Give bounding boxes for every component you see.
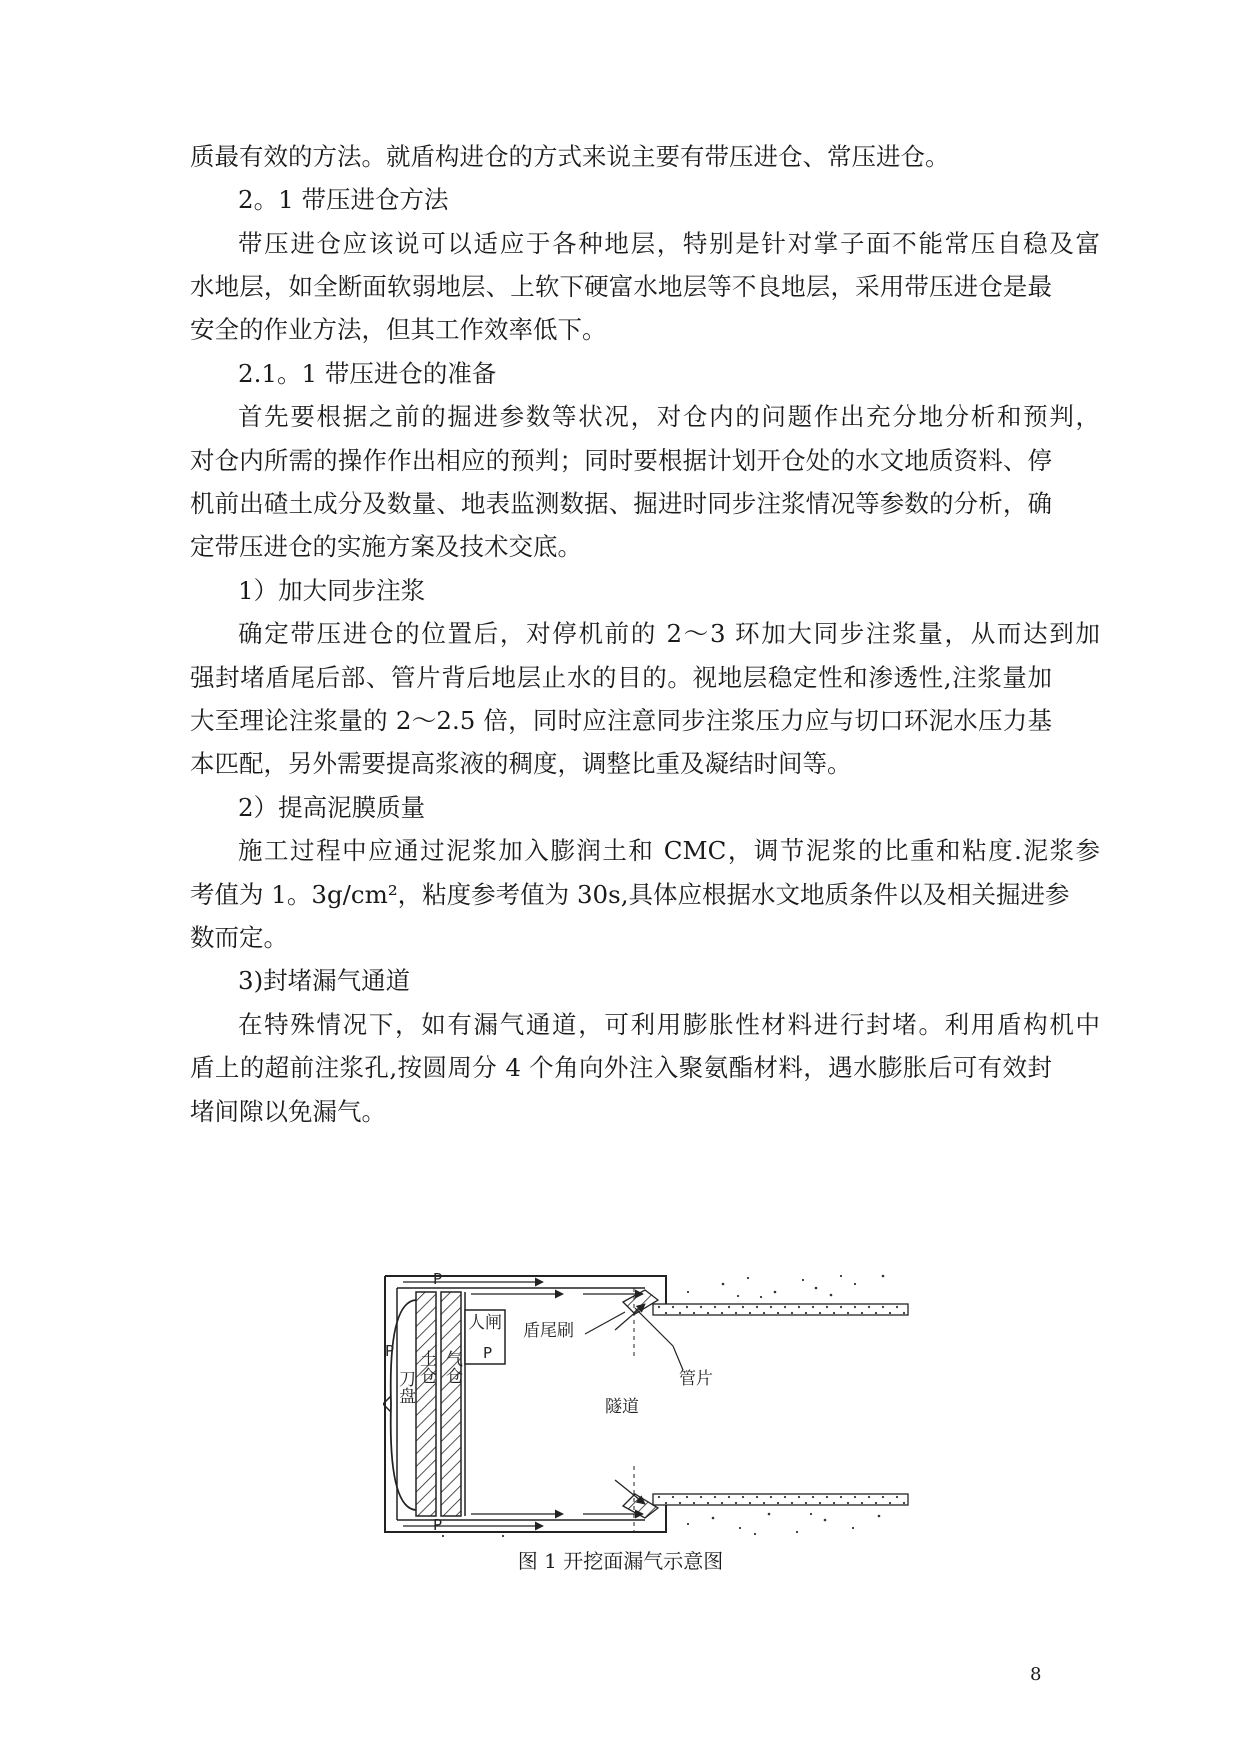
- bulkhead-front: [416, 1292, 436, 1516]
- paragraph-line: 质最有效的方法。就盾构进仓的方式来说主要有带压进仓、常压进仓。: [190, 142, 950, 171]
- cutterhead-label: 刀盘: [395, 1370, 415, 1404]
- air-leak-diagram: [383, 1270, 909, 1540]
- paragraph-line: 数而定。: [190, 923, 288, 952]
- subsection-heading: 2）提高泥膜质量: [238, 793, 426, 822]
- tunnel-label: 隧道: [605, 1397, 639, 1417]
- paragraph-line: 强封堵盾尾后部、管片背后地层止水的目的。视地层稳定性和渗透性,注浆量加: [190, 663, 1052, 692]
- figure-caption: 图 1 开挖面漏气示意图: [517, 1549, 724, 1573]
- manlock-label: 人闸: [468, 1313, 502, 1333]
- paragraph-line: 堵间隙以免漏气。: [190, 1097, 386, 1126]
- section-heading: 2。1 带压进仓方法: [238, 185, 449, 214]
- segment-top: [653, 1304, 908, 1315]
- air-chamber-label: 气仓: [442, 1350, 462, 1384]
- paragraph-line: 定带压进仓的实施方案及技术交底。: [190, 532, 582, 561]
- paragraph-line: 水地层，如全断面软弱地层、上软下硬富水地层等不良地层，采用带压进仓是最: [190, 272, 1052, 301]
- soil-chamber-label: 土仓: [416, 1350, 436, 1384]
- paragraph-line: 在特殊情况下，如有漏气通道，可利用膨胀性材料进行封堵。利用盾构机中: [238, 1010, 1100, 1039]
- paragraph-line: 带压进仓应该说可以适应于各种地层，特别是针对掌子面不能常压自稳及富: [238, 229, 1100, 258]
- paragraph-line: 大至理论注浆量的 2～2.5 倍，同时应注意同步注浆压力应与切口环泥水压力基: [190, 706, 1052, 735]
- pressure-label-top: P: [433, 1270, 443, 1288]
- paragraph-line: 本匹配，另外需要提高浆液的稠度，调整比重及凝结时间等。: [190, 749, 852, 778]
- paragraph-line: 确定带压进仓的位置后，对停机前的 2～3 环加大同步注浆量，从而达到加: [238, 619, 1100, 648]
- paragraph-line: 首先要根据之前的掘进参数等状况，对仓内的问题作出充分地分析和预判，: [238, 402, 1100, 431]
- segment-bottom: [653, 1494, 908, 1505]
- paragraph-line: 施工过程中应通过泥浆加入膨润土和 CMC，调节泥浆的比重和粘度.泥浆参: [238, 836, 1100, 865]
- subsection-heading: 3)封堵漏气通道: [238, 966, 411, 995]
- pressure-label-bottom: P: [433, 1516, 443, 1534]
- segment-label: 管片: [679, 1369, 713, 1389]
- paragraph-line: 安全的作业方法，但其工作效率低下。: [190, 315, 607, 344]
- subsection-heading: 1）加大同步注浆: [238, 576, 426, 605]
- page-number: 8: [1030, 1664, 1042, 1685]
- section-heading: 2.1。1 带压进仓的准备: [238, 359, 497, 388]
- cutterhead-shape: [391, 1300, 416, 1510]
- paragraph-line: 考值为 1。3g/cm²，粘度参考值为 30s,具体应根据水文地质条件以及相关掘进参: [190, 880, 1070, 909]
- paragraph-line: 盾上的超前注浆孔,按圆周分 4 个角向外注入聚氨酯材料，遇水膨胀后可有效封: [190, 1053, 1052, 1082]
- air-leak-figure: [383, 1270, 909, 1540]
- paragraph-line: 对仓内所需的操作作出相应的预判；同时要根据计划开仓处的水文地质资料、停: [190, 446, 1052, 475]
- pressure-label-left: P: [385, 1342, 395, 1360]
- pressure-label-manlock: P: [483, 1344, 493, 1362]
- bulkhead-rear: [441, 1292, 461, 1516]
- tail-brush-label: 盾尾刷: [523, 1321, 574, 1341]
- paragraph-line: 机前出碴土成分及数量、地表监测数据、掘进时同步注浆情况等参数的分析，确: [190, 489, 1052, 518]
